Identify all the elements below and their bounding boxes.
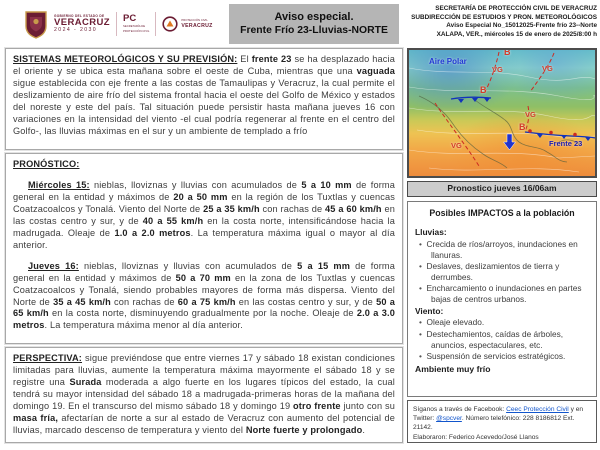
pcv-caption: PROTECCIÓN CIVIL <box>181 18 208 23</box>
logo-group <box>24 7 213 41</box>
pronostico-heading: PRONÓSTICO: <box>13 159 80 169</box>
impact-item: • Suspensión de servicios estratégicos. <box>419 351 589 362</box>
office-heading <box>397 5 597 39</box>
impact-item: • Crecida de ríos/arroyos, inundaciones en llanuras. <box>419 239 589 260</box>
pc-logo-text: PC <box>122 13 137 25</box>
pronostico-miercoles-paragraph: Miércoles 15: nieblas, lloviznas y lluvias con acumulados de 5 a 10 mm de forma general en la entidad y máximos de 20 a 50 mm en la región de los Tuxtlas y cuencas Coatzacoalcos y Tonalá. Viento del Norte de 25 a 35 km/h con rachas de 45 a 60 km/h en las costas centro y sur, y de 40 a 55 km/h en la costa norte, intensificándose hacia la madrugada. Oleaje de 1.0 a 2.0 metros. La temperatura máxima igual o mayor al día anterior. <box>13 179 395 250</box>
logo-divider <box>116 12 117 36</box>
map-label-aire-polar: Aire Polar <box>429 57 467 66</box>
forecast-map <box>407 48 597 178</box>
advisory-banner <box>229 4 399 44</box>
contact-link[interactable]: Ceec Protección Civil <box>506 406 569 413</box>
perspectiva-paragraph: PERSPECTIVA: sigue previéndose que entre viernes 17 y sábado 18 existan condiciones limitadas para lluvias, aumente la temperatura máxima mayormente el sábado 18 y se registre una Surada moderada a algo fuerte en los lugares típicos del estado, la cual tendrá su mayor intensidad del sábado 18 a madrugada-primeras horas de la mañana del domingo 19. En el transcurso del mismo sábado 18 y domingo 19 otro frente junto con su masa fría, afectarían de norte a sur al estado de Veracruz con aumento del potencial de lluvias, marcado descenso de temperatura y viento del Norte fuerte y prolongado. <box>13 353 395 435</box>
proteccion-civil-text <box>181 19 212 29</box>
impacts-title: Posibles IMPACTOS a la población <box>429 208 575 218</box>
office-line-1: SECRETARÍA DE PROTECCIÓN CIVIL DE VERACRUZ <box>435 5 597 12</box>
impacts-box <box>407 201 597 397</box>
pc-logo <box>123 14 149 34</box>
veracruz-crest-icon <box>24 10 48 39</box>
section-perspectiva <box>5 347 403 443</box>
map-label-low-top: B <box>504 48 511 57</box>
impact-item: • Deslaves, deslizamientos de tierra y derrumbes. <box>419 261 589 282</box>
map-label-vg-4: VG <box>451 141 462 150</box>
gov-wordmark-period: 2024 - 2030 <box>54 27 98 34</box>
impact-item: • Encharcamiento o inundaciones en partes bajas de centros urbanos. <box>419 283 589 304</box>
logo-divider <box>155 12 156 36</box>
impacts-footer: Ambiente muy frío <box>415 363 491 374</box>
map-label-frente-23: Frente 23 <box>549 139 583 148</box>
impacts-list-viento <box>419 317 589 361</box>
office-line-3: Aviso Especial No_15012025-Frente frío 23--Norte <box>446 22 597 30</box>
impact-item: • Destechamientos, caídas de árboles, anuncios, espectaculares, etc. <box>419 329 589 350</box>
sistemas-paragraph: SISTEMAS METEOROLÓGICOS Y SU PREVISIÓN: El frente 23 se ha desplazado hacia el oriente y se ubica esta mañana sobre el oeste de Cuba, mientras que una vaguada sigue establecida con eje frente a las costas de Tamaulipas y Veracruz, la cual permite el deslizamiento de aire frío del sistema frontal hacia el oeste del Golfo de México y estados del noreste y este del país. Tal situación puede persistir hasta mañana jueves 16 con variaciones en la intensidad del viento -el cual podría regenerar al frente en el centro del Golfo-, las lluvias máximas en el sur y un ambiente de templado a frío <box>13 54 396 136</box>
impacts-list-lluvias <box>419 239 589 305</box>
map-label-low-left: B <box>480 85 487 95</box>
pc-logo-caption2: PROTECCIÓN CIVIL <box>122 29 150 34</box>
gov-wordmark-top: GOBIERNO DEL ESTADO DE <box>54 13 105 18</box>
contact-social-line: Síganos a través de Facebook: Ceec Protección Civil y en Twitter: @spcver. Número telefónico: 228 8186812 Ext. 21142. <box>413 406 584 432</box>
proteccion-civil-emblem <box>162 16 212 32</box>
office-line-4: XALAPA, VER., miércoles 15 de enero de 2025/8:00 h <box>436 30 597 38</box>
contact-credits: Elaboraron: Federico Acevedo/José Llanos <box>413 433 539 441</box>
impact-item: • Oleaje elevado. <box>419 317 589 328</box>
pronostico-jueves-paragraph: Jueves 16: nieblas, lloviznas y lluvias con acumulados de 5 a 15 mm de forma general en la entidad y máximos de 50 a 70 mm en la zona de los Tuxtlas y cuencas Coatzacoalcos y Tonalá, siendo probables mayores de forma más dispersa. Viento del Norte de 35 a 45 km/h con rachas de 60 a 75 km/h en las costas centro y sur, y de 50 a 65 km/h en la costa norte, disminuyendo gradualmente por la noche. Oleaje de 2.0 a 3.0 metros. La temperatura máxima menor al día anterior. <box>13 260 396 331</box>
contact-link[interactable]: @spcver <box>436 415 462 423</box>
contact-box <box>407 400 597 443</box>
banner-subtitle: Frente Frío 23-Lluvias-NORTE <box>240 25 388 37</box>
banner-title: Aviso especial. <box>274 10 354 23</box>
impacts-heading-viento: Viento: <box>415 305 444 316</box>
map-label-vg-1: VG <box>492 65 503 74</box>
proteccion-civil-ring-icon <box>162 16 178 32</box>
office-line-2: SUBDIRECCIÓN DE ESTUDIOS Y PRON. METEOROLÓGICOS <box>411 13 597 21</box>
section-pronostico <box>5 153 403 344</box>
section-sistemas <box>5 48 403 150</box>
gov-wordmark <box>54 15 110 34</box>
map-label-vg-3: VG <box>525 110 536 119</box>
gov-wordmark-name: VERACRUZ <box>54 16 110 28</box>
map-label-vg-2: VG <box>542 64 553 73</box>
map-caption: Pronostico jueves 16/06am <box>407 181 597 197</box>
header <box>0 0 600 46</box>
pc-logo-caption1: SECRETARÍA DE <box>122 24 146 29</box>
map-label-low-gulf: B <box>519 122 526 132</box>
pcv-name: VERACRUZ <box>181 22 213 29</box>
impacts-heading-lluvias: Lluvias: <box>415 227 447 238</box>
